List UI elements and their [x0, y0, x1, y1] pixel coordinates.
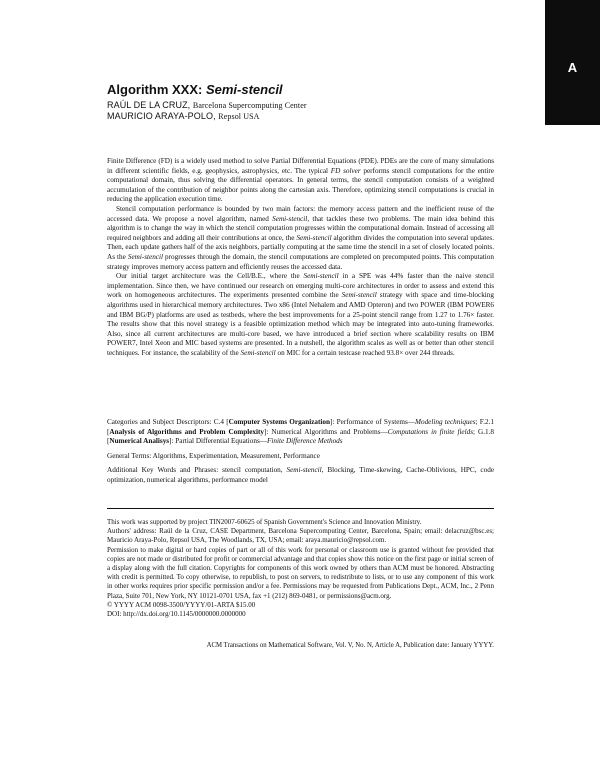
author-name: RAÚL DE LA CRUZ, [107, 100, 191, 110]
permission-note: Permission to make digital or hard copies of part or all of this work for personal or classroom use is granted without fee provided that copies are not made or distributed for profit or commercial advantage and that copies show this notice on the first page or initial screen of a display along with the full citation. Copyrights for components of this work owned by others than ACM must be honored. Abstracting with credit is permitted. To copy otherwise, to republish, to post on servers, to redistribute to lists, or to use any component of this work in other works requires prior specific permission and/or a fee. Permissions may be requested from Publications Dept., ACM, Inc., 2 Penn Plaza, Suite 701, New York, NY 10121-0701 USA, fax +1 (212) 869-0481, or permissions@acm.org. [107, 545, 494, 600]
text-run: , that tackles these two problems. The main idea behind this algorithm is to change the way in which the stencil computation progresses within the computational domain. Instead of accessing all required neighbors and adding all their contributions at once, the [107, 214, 494, 242]
italic-term: Semi-stencil [303, 272, 339, 281]
abstract-paragraph [107, 157, 494, 205]
text-run: ]: Performance of Systems— [330, 418, 415, 426]
title-prefix: Algorithm XXX: [107, 82, 206, 97]
title-block [107, 80, 487, 122]
text-run: ; F.2.1 [ [107, 418, 494, 436]
address-note: Authors' address: Raúl de la Cruz, CASE Department, Barcelona Supercomputing Center, Barcelona, Spain; email: delacruz@bsc.es; Mauricio Araya-Polo, Repsol USA, The Woodlands, TX, USA; email: araya.mauricio@repsol.com. [107, 527, 494, 545]
text-run: ]: Numerical Algorithms and Problems— [264, 427, 388, 436]
footnote-divider [107, 508, 494, 509]
text-run: ; G.1.8 [ [107, 427, 494, 446]
subject-term: Computations in finite fields [387, 427, 474, 436]
text-run: Stencil computation performance is bounded by two main factors: the memory access pattern and the inefficient reuse of the accessed data. We propose a novel algorithm, named [107, 204, 494, 223]
text-run: , Blocking, Time-skewing, Cache-Oblivious, HPC, code optimization, numerical algorithms, performance model [107, 466, 495, 484]
italic-term: Semi-stencil [127, 252, 163, 261]
text-run: ]: Partial Differential Equations— [169, 437, 267, 446]
author-line [107, 111, 487, 122]
title-name: Semi-stencil [205, 82, 283, 97]
subject-term: Finite Difference Methods [266, 437, 343, 446]
text-run: progresses through the domain, the stencil computations are completed on precomputed points. This computation strategy improves memory access pattern and efficiently reuses the accessed data. [107, 252, 494, 271]
author-affiliation: Barcelona Supercomputing Center [192, 101, 307, 110]
copyright-line: © YYYY ACM 0098-3500/YYYY/01-ARTA $15.00 [107, 600, 256, 609]
subject-term: Modeling techniques [415, 418, 476, 426]
abstract-paragraph [107, 272, 494, 358]
category-name: Computer Systems Organization [228, 418, 331, 426]
italic-term: Semi-stencil [341, 291, 377, 300]
italic-term: Semi-stencil [296, 233, 332, 242]
author-affiliation: Repsol USA [218, 112, 260, 121]
article-letter: A [567, 60, 578, 75]
keywords [107, 466, 494, 485]
doi-line: DOI: http://dx.doi.org/10.1145/0000000.0000000 [107, 610, 246, 619]
text-run: Categories and Subject Descriptors: C.4 [ [107, 418, 229, 426]
abstract-paragraph [107, 205, 494, 272]
paper-title [107, 80, 487, 100]
article-letter-tab [545, 0, 600, 125]
metadata-block [107, 418, 494, 491]
author-name: MAURICIO ARAYA-POLO, [107, 111, 216, 121]
footnotes [107, 518, 494, 619]
journal-footer: ACM Transactions on Mathematical Software, Vol. V, No. N, Article A, Publication date: January YYYY. [206, 642, 494, 649]
text-run: algorithm divides the computation into several updates. Then, each update gathers half of the axis neighbors, partially computing at the same time the stencil in a set of closely located points. As the [107, 233, 494, 261]
abstract [107, 157, 494, 358]
text-run: on MIC for a certain testcase reached 93.8× over 244 threads. [275, 348, 455, 357]
author-line [107, 100, 487, 111]
text-run: in a SPE was 44% faster than the naive stencil implementation. Since then, we have continued our research on emerging multi-core architectures in order to assess and extend this work on homogeneous architectures. The experiments presented combine the [107, 272, 494, 300]
category-name: Numerical Analisys [109, 437, 170, 446]
text-run: Finite Difference (FD) is a widely used method to solve Partial Differential Equations (PDE). PDEs are the core of many simulations in different scientific fields, e.g. geophysics, astrophysics, etc. The typical [107, 157, 494, 175]
categories [107, 418, 494, 447]
category-name: Analysis of Algorithms and Problem Complexity [109, 427, 264, 436]
italic-term: Semi-stencil [272, 214, 308, 223]
italic-term: Semi-stencil [286, 466, 322, 475]
text-run: Additional Key Words and Phrases: stencil computation, [107, 466, 287, 475]
text-run: strategy with space and time-blocking algorithms used in hierarchical memory architectures. Two x86 (Intel Nehalem and AMD Opteron) and two POWER (IBM POWER6 and IBM BG/P) platforms are used as testbeds, where the best improvements for a 25-point stencil range from 1.27 to 1.76× faster. The results show that this novel strategy is a feasible optimization method which may be integrated into auto-tuning frameworks. Also, since all current architectures are multi-core based, we have introduced a brief section where scalability results on IBM POWER7, Intel Xeon and MIC based systems are presented. In a nutshell, the algorithm scales as well as or better than other stencil techniques. For instance, the scalability of the [107, 291, 494, 357]
general-terms: General Terms: Algorithms, Experimentation, Measurement, Performance [107, 451, 320, 460]
text-run: performs stencil computations for the entire computational domain, thus solving the differential operators. In general terms, the stencil computation consists of a weighted accumulation of the contribution of neighbor points along the cartesian axis. Therefore, optimizing stencil computations is crucial in reducing the application execution time. [107, 166, 494, 204]
support-note: This work was supported by project TIN2007-60625 of Spanish Government's Science and Innovation Ministry. [107, 518, 422, 526]
text-run: Our initial target architecture was the Cell/B.E., where the [116, 272, 304, 281]
italic-term: Semi-stencil [240, 348, 276, 357]
italic-term: FD solver [330, 166, 361, 175]
